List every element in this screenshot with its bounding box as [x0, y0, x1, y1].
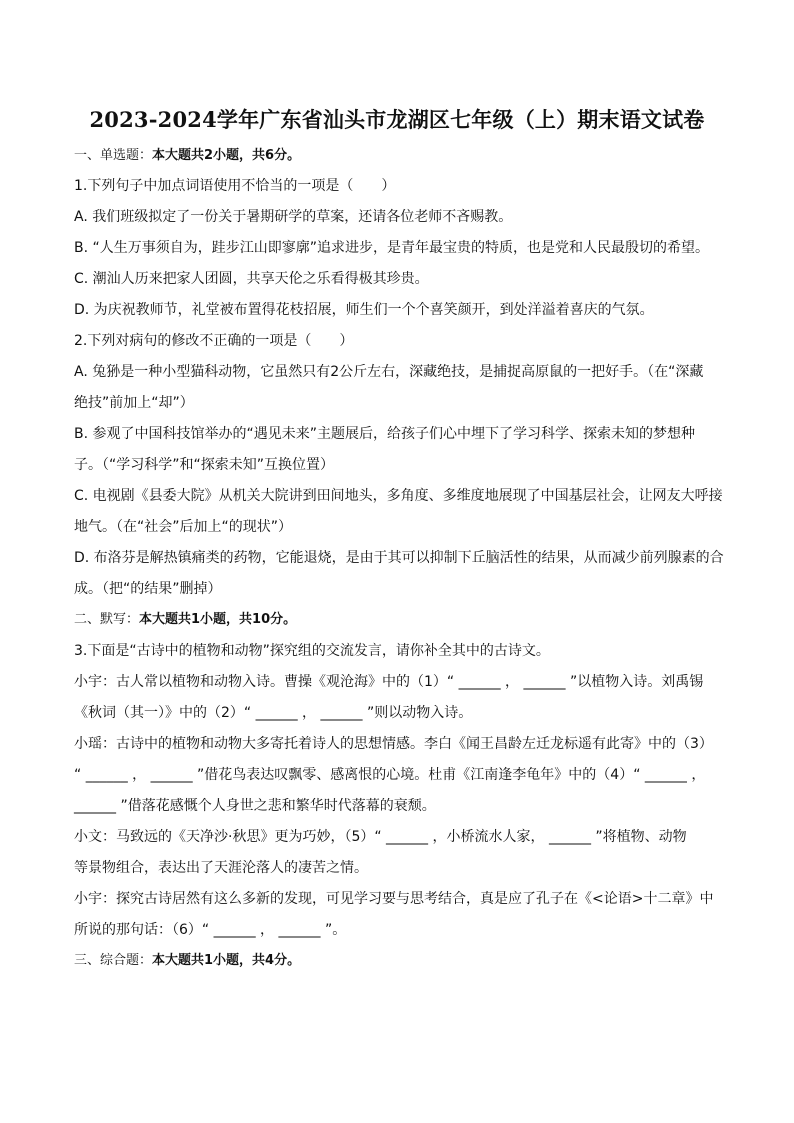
paragraph-line: 等景物组合，表达出了天涯沦落人的凄苦之情。: [74, 860, 368, 876]
option-b: B. 参观了中国科技馆举办的“遇见未来”主题展后，给孩子们心中埋下了学习科学、探索未知的梦想种: [74, 426, 696, 442]
option-d-cont: 成。（把“的结果”删掉）: [74, 581, 222, 597]
section-heading-1: [74, 146, 720, 166]
question-2-stem: 2.下列对病句的修改不正确的一项是（ ）: [74, 333, 354, 349]
section-prefix: 一、单选题：: [74, 148, 153, 163]
section-info: 本大题共1小题，共10分。: [139, 612, 297, 627]
paragraph-line: 《秋词（其一）》中的（2）“ ______ ， ______ ”则以动物入诗。: [74, 705, 473, 721]
paragraph-line: “ ______ ， ______ ”借花鸟表达叹飘零、感离恨的心境。杜甫《江南逢李龟年》中的（4）“ ______ ，: [74, 767, 706, 783]
option-c: C. 电视剧《县委大院》从机关大院讲到田间地头，多角度、多维度地展现了中国基层社会，让网友大呼接: [74, 488, 723, 504]
option-a: A. 我们班级拟定了一份关于暑期研学的草案，还请各位老师不吝赐教。: [74, 209, 513, 225]
question-1-stem: 1.下列句子中加点词语使用不恰当的一项是（ ）: [74, 178, 396, 194]
paragraph-line: 小宇：探究古诗居然有这么多新的发现，可见学习要与思考结合，真是应了孔子在《<论语>十二章》中: [74, 891, 714, 907]
option-c: C. 潮汕人历来把家人团圆，共享天伦之乐看得极其珍贵。: [74, 271, 429, 287]
paragraph-line: 小瑶：古诗中的植物和动物大多寄托着诗人的思想情感。李白《闻王昌龄左迁龙标遥有此寄》中的（3）: [74, 736, 713, 752]
option-d: D. 布洛芬是解热镇痛类的药物，它能退烧，是由于其可以抑制下丘脑活性的结果，从而减少前列腺素的合: [74, 550, 724, 566]
section-prefix: 二、默写：: [74, 612, 140, 627]
section-info: 本大题共1小题，共4分。: [152, 953, 301, 968]
option-b-cont: 子。（“学习科学”和“探索未知”互换位置）: [74, 457, 335, 473]
option-b: B. “人生万事须自为，跬步江山即寥廓”追求进步，是青年最宝贵的特质，也是党和人民最殷切的希望。: [74, 240, 710, 256]
question-3-stem: 3.下面是“古诗中的植物和动物”探究组的交流发言，请你补全其中的古诗文。: [74, 643, 550, 659]
paragraph-line: ______ ”借落花感慨个人身世之悲和繁华时代落幕的衰颓。: [74, 798, 436, 814]
option-d: D. 为庆祝教师节，礼堂被布置得花枝招展，师生们一个个喜笑颜开，到处洋溢着喜庆的气氛。: [74, 302, 654, 318]
section-prefix: 三、综合题：: [74, 953, 153, 968]
section-info: 本大题共2小题，共6分。: [152, 148, 301, 163]
option-a-cont: 绝技”前加上“却”）: [74, 395, 194, 411]
option-c-cont: 地气。（在“社会”后加上“的现状”）: [74, 519, 293, 535]
paragraph-line: 所说的那句话：（6）“ ______ ， ______ ”。: [74, 922, 347, 938]
section-heading-2: [74, 610, 720, 630]
paragraph-line: 小文：马致远的《天净沙·秋思》更为巧妙，（5）“ ______ ，小桥流水人家， ______ ”将植物、动物: [74, 829, 687, 845]
paragraph-line: 小宇：古人常以植物和动物入诗。曹操《观沧海》中的（1）“ ______ ， ______ ”以植物入诗。刘禹锡: [74, 674, 704, 690]
section-heading-3: [74, 951, 720, 971]
option-a: A. 兔狲是一种小型猫科动物，它虽然只有2公斤左右，深藏绝技，是捕捉高原鼠的一把好手。（在“深藏: [74, 364, 704, 380]
exam-title: 2023-2024学年广东省汕头市龙湖区七年级（上）期末语文试卷: [89, 107, 705, 132]
